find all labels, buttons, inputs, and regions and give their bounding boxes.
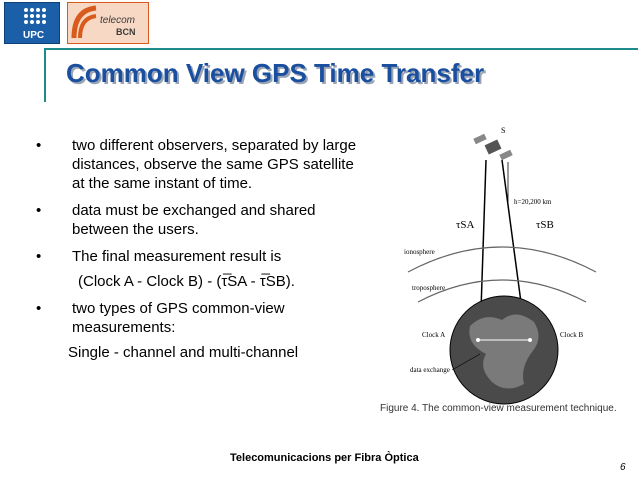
bullet-item bbox=[36, 247, 366, 266]
ionosphere-label: ionosphere bbox=[404, 248, 435, 256]
measurement-types-line: Single - channel and multi-channel bbox=[68, 344, 299, 361]
header-vertical-divider bbox=[44, 48, 46, 102]
tau-sa-label: τSA bbox=[456, 219, 475, 231]
ionosphere-arc bbox=[408, 247, 596, 272]
telecom-bcn-mark-icon bbox=[70, 4, 100, 42]
bullet-item bbox=[36, 136, 366, 193]
upc-grid-icon bbox=[23, 7, 47, 29]
bullet-text: The final measurement result is bbox=[72, 248, 282, 265]
bullet-text: data must be exchanged and shared between the users. bbox=[72, 202, 316, 238]
satellite-label: S bbox=[501, 126, 506, 135]
bullet-item bbox=[36, 201, 366, 239]
page-number: 6 bbox=[620, 462, 626, 473]
clock-b-label: Clock B bbox=[560, 331, 584, 339]
header-bar bbox=[0, 0, 638, 48]
footer-text: Telecomunicacions per Fibra Òptica bbox=[230, 452, 419, 464]
upc-logo-text: UPC bbox=[23, 30, 45, 41]
data-exchange-label: data exchange bbox=[410, 366, 450, 374]
bullet-dot-icon: • bbox=[36, 202, 42, 219]
upc-logo bbox=[4, 2, 60, 44]
bullet-dot-icon: • bbox=[36, 137, 42, 154]
bullet-dot-icon: • bbox=[36, 300, 42, 317]
clock-a-label: Clock A bbox=[422, 331, 446, 339]
bullet-list bbox=[36, 136, 366, 362]
bullet-item bbox=[36, 299, 366, 337]
bullet-text: two types of GPS common-view measurements: bbox=[72, 300, 285, 336]
clock-a-marker bbox=[476, 338, 480, 342]
clock-b-marker bbox=[528, 338, 532, 342]
tau-sb-label: τSB bbox=[536, 219, 554, 231]
satellite-icon bbox=[473, 134, 512, 161]
bcn-logo-text: BCN bbox=[116, 27, 136, 37]
troposphere-label: troposphere bbox=[412, 284, 446, 292]
bullet-text: two different observers, separated by large distances, observe the same GPS satellite at the same instant of time. bbox=[72, 137, 357, 192]
formula-line: (Clock A - Clock B) - (τ̅SA - τ̅SB). bbox=[78, 273, 295, 290]
common-view-figure bbox=[374, 122, 630, 418]
figure-caption: Figure 4. The common-view measurement technique. bbox=[380, 403, 617, 414]
slide-title: Common View GPS Time Transfer bbox=[66, 58, 485, 88]
bullet-dot-icon: • bbox=[36, 248, 42, 265]
telecom-logo-text: telecom bbox=[100, 15, 136, 26]
height-label: h=20,200 km bbox=[514, 198, 552, 206]
header-divider bbox=[44, 48, 638, 50]
telecom-bcn-logo bbox=[67, 2, 149, 44]
